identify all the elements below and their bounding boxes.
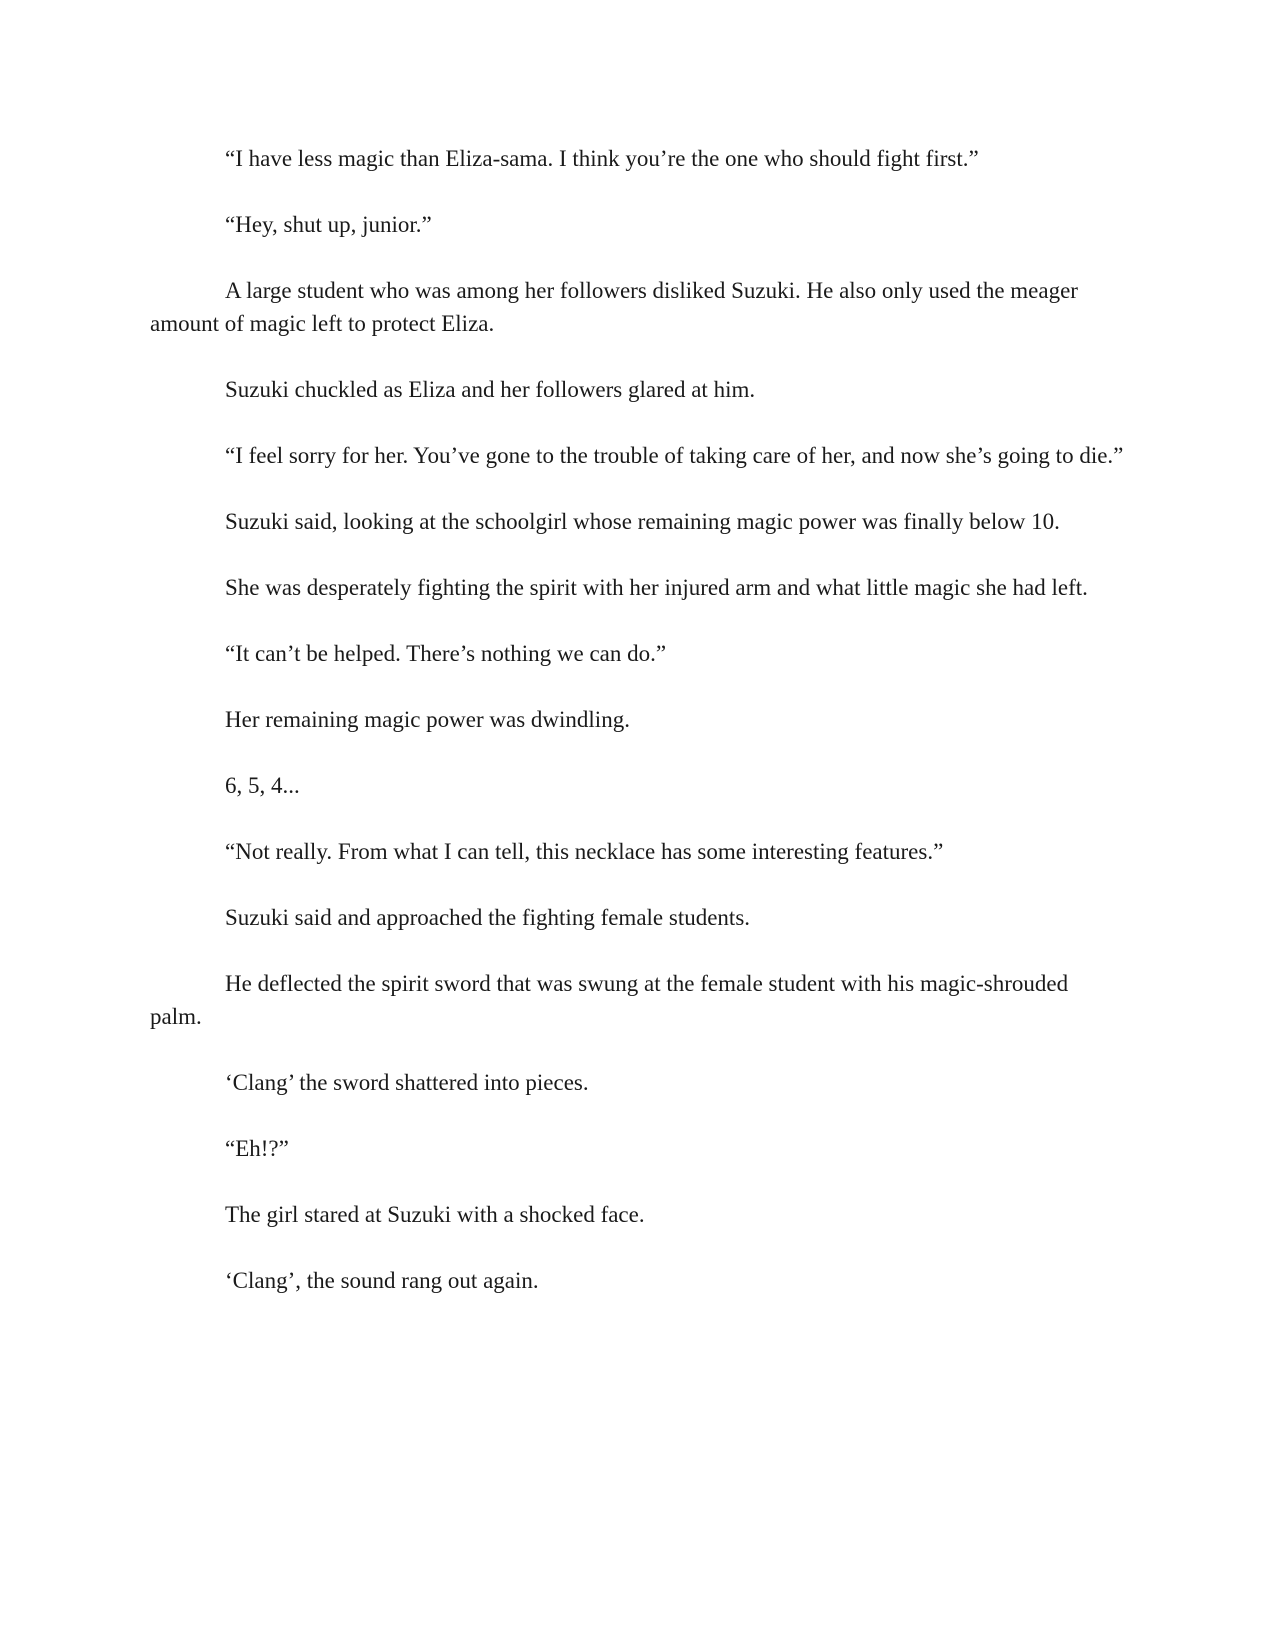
- body-text: [150, 142, 1125, 1330]
- paragraph: She was desperately fighting the spirit with her injured arm and what little magic she had left.: [225, 575, 1088, 600]
- paragraph: “Hey, shut up, junior.”: [225, 212, 432, 237]
- paragraph: He deflected the spirit sword that was swung at the female student with his magic-shrouded palm.: [150, 971, 1069, 1029]
- paragraph: A large student who was among her followers disliked Suzuki. He also only used the meager amount of magic left to protect Eliza.: [150, 278, 1078, 336]
- paragraph: “It can’t be helped. There’s nothing we can do.”: [225, 641, 667, 666]
- paragraph: Suzuki said and approached the fighting female students.: [225, 905, 751, 930]
- paragraph: 6, 5, 4...: [225, 773, 300, 798]
- paragraph: “Not really. From what I can tell, this necklace has some interesting features.”: [225, 839, 944, 864]
- paragraph: Suzuki said, looking at the schoolgirl whose remaining magic power was finally below 10.: [225, 509, 1060, 534]
- paragraph: ‘Clang’ the sword shattered into pieces.: [225, 1070, 589, 1095]
- paragraph: Her remaining magic power was dwindling.: [225, 707, 630, 732]
- paragraph: The girl stared at Suzuki with a shocked face.: [225, 1202, 645, 1227]
- paragraph: “I have less magic than Eliza-sama. I think you’re the one who should fight first.”: [225, 146, 979, 171]
- paragraph: “Eh!?”: [225, 1136, 289, 1161]
- paragraph: ‘Clang’, the sound rang out again.: [225, 1268, 539, 1293]
- paragraph: Suzuki chuckled as Eliza and her followers glared at him.: [225, 377, 756, 402]
- paragraph: “I feel sorry for her. You’ve gone to the trouble of taking care of her, and now she’s going to die.”: [225, 443, 1124, 468]
